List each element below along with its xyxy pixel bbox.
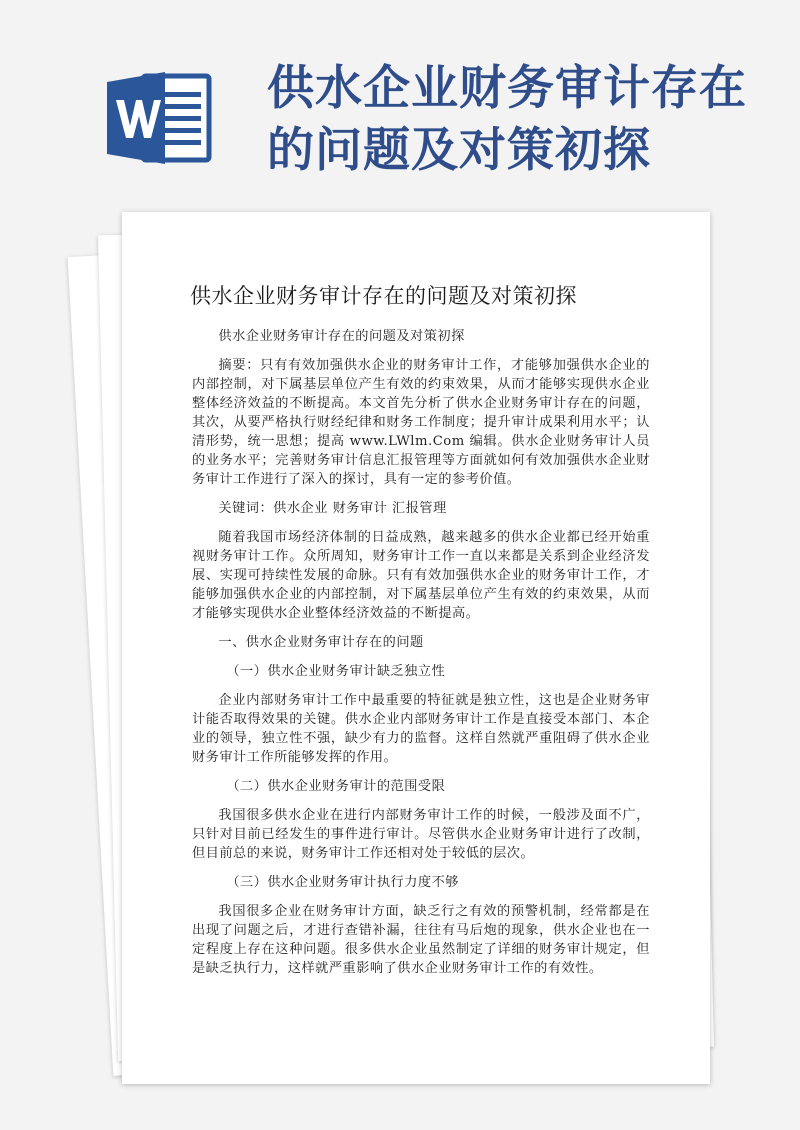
subsection-heading: （二）供水企业财务审计的范围受限: [226, 779, 446, 794]
paragraph-body: 我国很多供水企业在进行内部财务审计工作的时候，一般涉及面不广，只针对目前已经发生的事件进行审计。尽管供水企业财务审计进行了改制，但目前总的来说，财务审计工作还相对处于较低的层次。: [192, 808, 650, 861]
document-title: 供水企业财务审计存在的问题及对策初探: [190, 284, 577, 308]
subsection-heading: （三）供水企业财务审计执行力度不够: [226, 875, 459, 890]
section-heading: 一、供水企业财务审计存在的问题: [218, 635, 424, 650]
header-title: [267, 58, 787, 182]
paragraph-body: 我国很多企业在财务审计方面，缺乏行之有效的预警机制，经常都是在出现了问题之后，才进行查错补漏，往往有马后炮的现象，供水企业也在一定程度上存在这种问题。很多供水企业虽然制定了详细的财务审计规定，但是缺乏执行力，这样就严重影响了供水企业财务审计工作的有效性。: [192, 904, 650, 976]
subsection-heading: （一）供水企业财务审计缺乏独立性: [226, 664, 446, 679]
document-body: [192, 327, 650, 988]
paragraph-keywords: 关键词：供水企业 财务审计 汇报管理: [218, 501, 447, 516]
word-icon: [105, 68, 215, 168]
document-page: [122, 212, 710, 1084]
paragraph-subtitle: 供水企业财务审计存在的问题及对策初探: [218, 329, 465, 344]
header-title-line1: 供水企业财务审计存在: [267, 61, 747, 116]
header-title-line2: 的问题及对策初探: [267, 123, 651, 178]
paragraph-intro: 随着我国市场经济体制的日益成熟，越来越多的供水企业都已经开始重视财务审计工作。众所周知，财务审计工作一直以来都是关系到企业经济发展、实现可持续性发展的命脉。只有有效加强供水企业的财务审计工作，才能够加强供水企业的内部控制，对下属基层单位产生有效的约束效果，从而才能够实现供水企业整体经济效益的不断提高。: [192, 530, 650, 621]
paragraph-body: 企业内部财务审计工作中最重要的特征就是独立性，这也是企业财务审计能否取得效果的关键。供水企业内部财务审计工作是直接受本部门、本企业的领导，独立性不强，缺少有力的监督。这样自然就严重阻碍了供水企业财务审计工作所能够发挥的作用。: [192, 693, 650, 765]
paragraph-abstract: 摘要：只有有效加强供水企业的财务审计工作，才能够加强供水企业的内部控制，对下属基层单位产生有效的约束效果，从而才能够实现供水企业整体经济效益的不断提高。本文首先分析了供水企业财务审计存在的问题，其次，从要严格执行财经纪律和财务工作制度；提升审计成果利用水平；认清形势，统一思想；提高 www.LWlm.Com 编辑。供水企业财务审计人员的业务水平；完善财务审计信息汇报管理等方面就如何有效加强供水企业财务审计工作进行了深入的探讨，具有一定的参考价值。: [192, 358, 650, 487]
